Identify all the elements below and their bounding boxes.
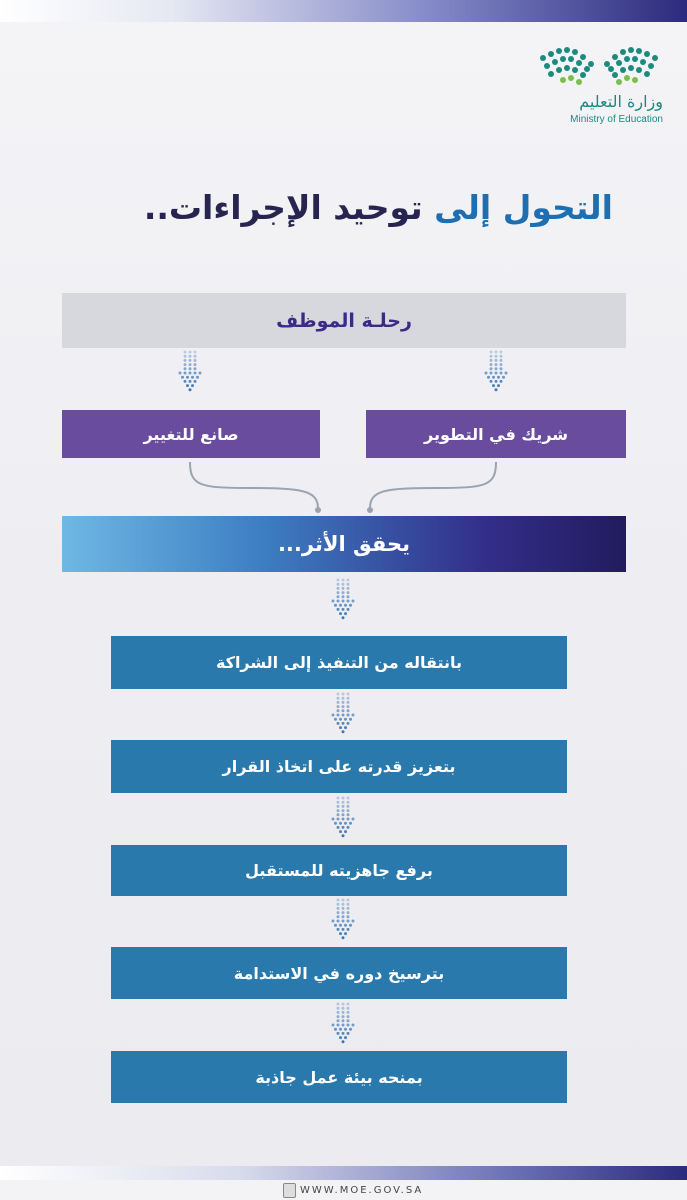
arrow-down-icon [332,899,355,940]
arrow-down-icon [332,797,355,838]
title-dark-part: توحيد الإجراءات.. [143,188,423,227]
achieves-impact-box: يحقق الأثر... [62,516,626,572]
partner-in-development-box: شريك في التطوير [366,410,626,458]
arrow-down-icon [179,351,202,392]
bottom-gradient-bar [0,1166,687,1180]
title-blue-part: التحول إلى [422,188,613,227]
step-box-partnership: بانتقاله من التنفيذ إلى الشراكة [111,636,567,689]
step-box-readiness: برفع جاهزيته للمستقبل [111,845,567,896]
step-box-sustainability: بترسيخ دوره في الاستدامة [111,947,567,999]
logo-arabic-text: وزارة التعليم [579,92,663,111]
footer-url: WWW.MOE.GOV.SA [300,1185,424,1196]
employee-journey-box: رحلـة الموظف [62,293,626,348]
arrow-down-icon [332,693,355,734]
connector-maker-to-impact [190,462,318,508]
arrow-down-icon [485,351,508,392]
step-box-decision: بتعزيز قدرته على اتخاذ القرار [111,740,567,793]
change-maker-box: صانع للتغيير [62,410,320,458]
step-box-environment: بمنحه بيئة عمل جاذبة [111,1051,567,1103]
connector-partner-to-impact [370,462,496,508]
arrow-down-icon [332,579,355,620]
logo-english-text: Ministry of Education [570,114,663,125]
moe-badge-icon [283,1183,296,1198]
arrow-down-icon [332,1003,355,1044]
